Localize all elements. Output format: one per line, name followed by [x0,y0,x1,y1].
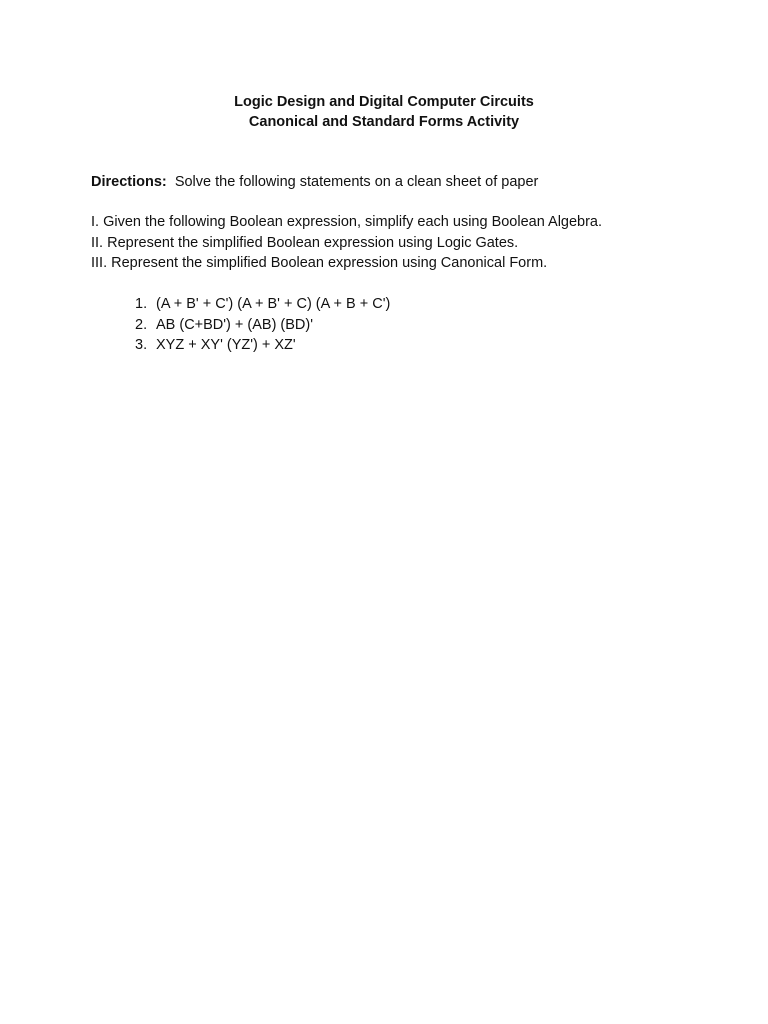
task-item-1: I. Given the following Boolean expression, simplify each using Boolean Algebra. [91,214,603,230]
problem-number: 2. [135,316,148,333]
problem-expression: AB (C+BD') + (AB) (BD)' [156,316,314,333]
task-item-2: II. Represent the simplified Boolean expression using Logic Gates. [91,234,519,251]
document-title [0,92,768,132]
activity-title: Canonical and Standard Forms Activity [248,114,520,130]
problem-number: 1. [135,296,148,312]
directions-label: Directions: [91,174,167,190]
directions-text: Solve the following statements on a clean sheet of paper [174,174,539,190]
problem-item-1 [135,294,390,315]
problem-item-2 [135,315,390,336]
problem-expression: (A + B' + C') (A + B' + C) (A + B + C') [156,296,391,312]
directions [91,172,538,192]
course-title: Logic Design and Digital Computer Circuits [234,94,534,110]
task-list [91,212,602,274]
problem-number: 3. [135,337,148,353]
problem-item-3 [135,335,390,356]
problem-expression: XYZ + XY' (YZ') + XZ' [156,337,296,353]
task-item-3: III. Represent the simplified Boolean expression using Canonical Form. [91,255,548,271]
problem-list [135,294,390,356]
